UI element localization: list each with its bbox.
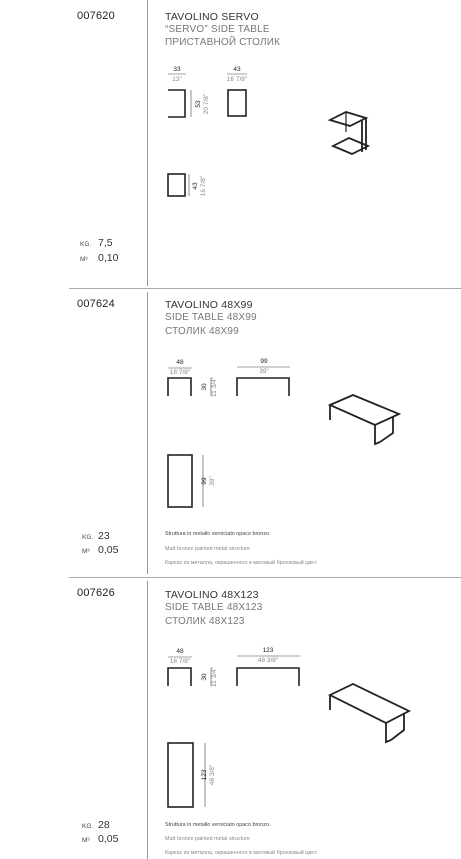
product-name-it: TAVOLINO 48X99 [165,299,253,311]
column-divider-1 [147,0,148,286]
servo-side-view [168,90,185,117]
row-divider-2 [69,577,461,578]
dim-length-value: 99 [260,358,268,365]
dim-depth2-inch: 16 7/8" [200,175,207,197]
side-view [168,668,191,686]
weight-label: KG. [80,241,92,248]
side-view [168,378,191,396]
weight-value: 7,5 [98,237,113,249]
dim-length2-value: 99 [201,477,208,485]
product-name-it: TAVOLINO 48X123 [165,589,259,601]
servo-perspective [330,112,368,154]
dim-depth-inch: 16 7/8" [226,76,248,83]
volume-label: M³ [82,548,90,555]
dim-width-value: 48 [176,359,184,366]
column-divider-3 [147,581,148,859]
servo-top-view [168,174,185,196]
product-code: 007626 [77,587,115,599]
product-name-it: TAVOLINO SERVO [165,11,259,23]
table-48x99-perspective [330,395,399,444]
volume-value: 0,05 [98,833,119,845]
weight-value: 28 [98,819,110,831]
dim-length-inch: 39" [259,368,269,375]
front-view [237,378,289,396]
dim-width-value: 33 [173,66,181,73]
dim-length2-value: 123 [201,769,208,781]
dim-height-inch: 20 7/8" [203,93,210,115]
volume-value: 0,05 [98,544,119,556]
product-name-ru: СТОЛИК 48X123 [165,616,245,627]
dim-width-value: 48 [176,648,184,655]
weight-value: 23 [98,530,110,542]
volume-label: M³ [80,256,88,263]
dim-width-inch: 13" [172,76,182,83]
product-code: 007624 [77,298,115,310]
product-name-en: SIDE TABLE 48X99 [165,312,257,323]
material-note-en: Matt bronze painted metal structure [165,836,250,842]
dim-width-inch: 18 7/8" [169,369,191,376]
dim-width-inch: 18 7/8" [169,658,191,665]
material-note-it: Struttura in metallo verniciato opaco bronzo. [165,822,271,828]
product-name-ru: СТОЛИК 48X99 [165,326,239,337]
dim-height-value: 53 [195,100,202,108]
row-divider-1 [69,288,461,289]
servo-front-view [228,90,246,116]
dim-length-inch: 48 3/8" [257,657,279,664]
material-note-ru: Каркас из металла, окрашенного в матовый бронзовый цвет. [165,850,318,856]
volume-label: M³ [82,837,90,844]
dim-length2-inch: 39" [209,476,216,486]
table-48x123-perspective [330,684,409,742]
material-note-it: Struttura in metallo verniciato opaco bronzo. [165,531,271,537]
product-name-en: “SERVO” SIDE TABLE [165,24,270,35]
material-note-ru: Каркас из металла, окрашенного в матовый бронзовый цвет. [165,560,318,566]
product-name-ru: ПРИСТАВНОЙ СТОЛИК [165,37,281,48]
product-code: 007620 [77,10,115,22]
volume-value: 0,10 [98,252,119,264]
product-name-en: SIDE TABLE 48X123 [165,602,263,613]
dim-length2-inch: 48 3/8" [209,764,216,786]
top-view [168,743,193,807]
front-view [237,668,299,686]
dim-length-value: 123 [262,647,274,654]
weight-label: KG. [82,823,94,830]
dim-height-inch: 11 3/4" [211,667,218,687]
top-view [168,455,192,507]
weight-label: KG. [82,534,94,541]
dim-height-value: 30 [201,673,208,681]
dim-depth-value: 43 [233,66,241,73]
dim-height-value: 30 [201,383,208,391]
column-divider-2 [147,292,148,574]
material-note-en: Matt bronze painted metal structure [165,546,250,552]
dim-depth2-value: 43 [192,182,199,190]
dim-height-inch: 11 3/4" [211,377,218,397]
